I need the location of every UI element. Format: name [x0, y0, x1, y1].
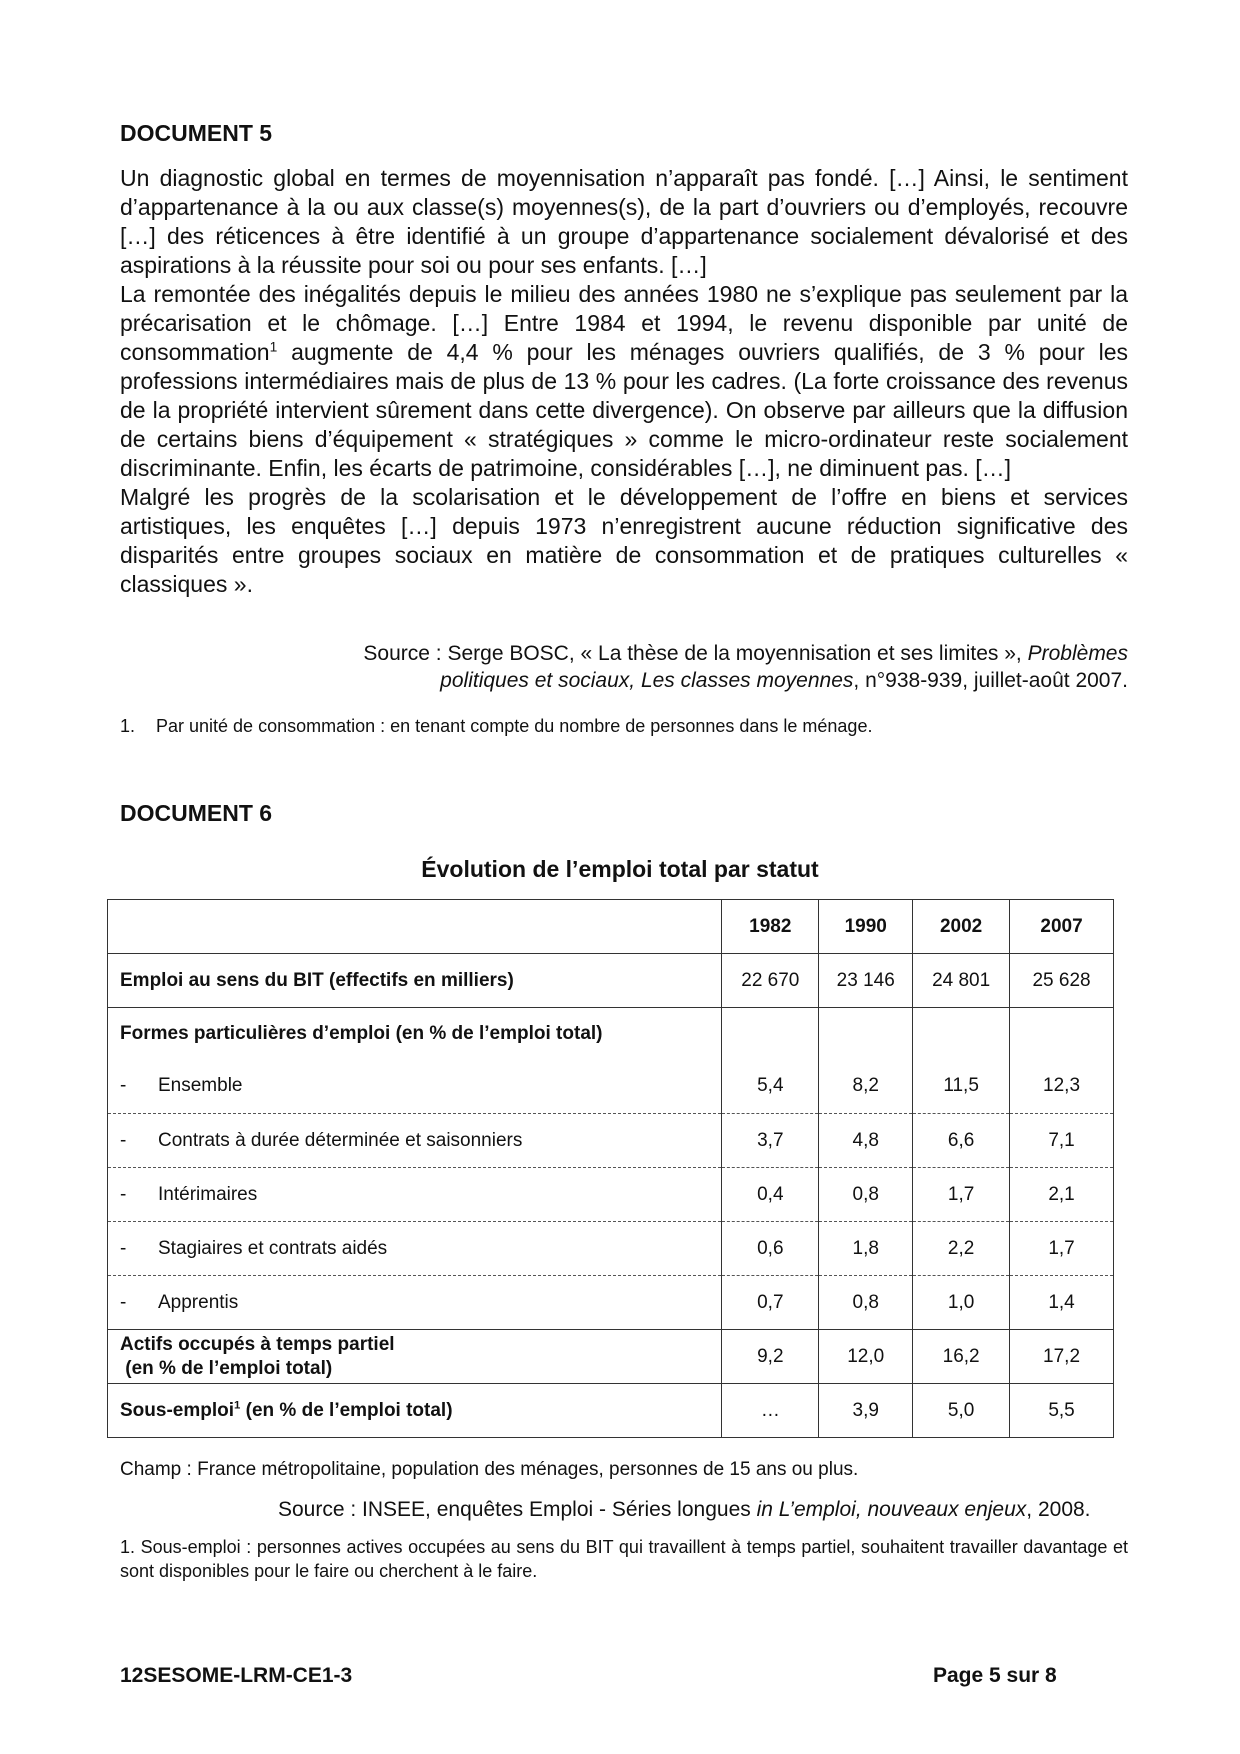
- dash-mark: -: [120, 1291, 127, 1313]
- row-label: [108, 1114, 722, 1168]
- source-title: in L’emploi, nouveaux enjeux: [756, 1498, 1027, 1521]
- source-title: Problèmes politiques et sociaux, Les classes moyennes: [440, 642, 1128, 692]
- table-cell: 7,1: [1010, 1114, 1114, 1168]
- paragraph-2-part-b: augmente de 4,4 % pour les ménages ouvriers qualifiés, de 3 % pour les professions intermédiaires mais de plus de 13 % pour les cadres. (La forte croissance des revenus de la propriété intervient sûrement dans cette divergence). On observe par ailleurs que la diffusion de certains biens d’équipement « stratégiques » comme le micro-ordinateur reste socialement discriminante. Enfin, les écarts de patrimoine, considérables […], ne diminuent pas. […]: [120, 339, 1128, 481]
- table-cell: 25 628: [1010, 954, 1114, 1008]
- footer-page-number: Page 5 sur 8: [933, 1664, 1057, 1687]
- row-label: [108, 1168, 722, 1222]
- document-6-source: [278, 1498, 1091, 1522]
- footnote-ref: 1: [234, 1399, 241, 1412]
- table-cell: 4,8: [819, 1114, 913, 1168]
- document-6-heading: DOCUMENT 6: [120, 800, 273, 826]
- footnote-number: 1.: [120, 716, 136, 736]
- row-label: [108, 1276, 722, 1330]
- source-suffix: , n°938-939, juillet-août 2007.: [853, 669, 1128, 692]
- year-header: 2002: [913, 900, 1010, 954]
- empty-cell: [1010, 1008, 1114, 1060]
- table-cell: 2,1: [1010, 1168, 1114, 1222]
- table-cell: 1,8: [819, 1222, 913, 1276]
- table-cell: 16,2: [913, 1330, 1010, 1384]
- table-row: [108, 1330, 1114, 1384]
- table-cell: 1,0: [913, 1276, 1010, 1330]
- footnote-text: Par unité de consommation : en tenant compte du nombre de personnes dans le ménage.: [156, 716, 873, 736]
- dash-mark: -: [120, 1075, 127, 1097]
- row-label: [108, 1222, 722, 1276]
- table-title: Évolution de l’emploi total par statut: [421, 856, 819, 882]
- row-label: [108, 1330, 722, 1384]
- header-row: [108, 900, 1114, 954]
- row-label-suffix: (en % de l’emploi total): [240, 1399, 453, 1421]
- section-label: Formes particulières d’emploi (en % de l’emploi total): [108, 1008, 722, 1060]
- paragraph-3: Malgré les progrès de la scolarisation et le développement de l’offre en biens et services artistiques, les enquêtes […] depuis 1973 n’enregistrent aucune réduction significative des disparités entre groupes sociaux en matière de consommation et de pratiques culturelles « classiques ».: [120, 484, 1128, 597]
- document-5-source: [300, 640, 1128, 694]
- row-label: [108, 1384, 722, 1438]
- table-cell: 0,8: [819, 1168, 913, 1222]
- footnote-ref: 1: [269, 339, 278, 355]
- table-cell: 0,8: [819, 1276, 913, 1330]
- source-prefix: Source : INSEE, enquêtes Emploi - Séries longues: [278, 1498, 757, 1521]
- table-row: [108, 1276, 1114, 1330]
- table-cell: 22 670: [722, 954, 819, 1008]
- row-label-line-2: (en % de l’emploi total): [120, 1357, 333, 1379]
- empty-cell: [913, 1008, 1010, 1060]
- table-cell: 6,6: [913, 1114, 1010, 1168]
- table-cell: 17,2: [1010, 1330, 1114, 1384]
- section-row: [108, 1008, 1114, 1060]
- table-cell: 5,0: [913, 1384, 1010, 1438]
- table-cell: 24 801: [913, 954, 1010, 1008]
- row-label-line-1: Actifs occupés à temps partiel: [120, 1333, 395, 1355]
- empty-cell: [722, 1008, 819, 1060]
- table-scope-note: Champ : France métropolitaine, population des ménages, personnes de 15 ans ou plus.: [120, 1459, 859, 1480]
- table-row: [108, 1168, 1114, 1222]
- year-header: 1990: [819, 900, 913, 954]
- row-label: [108, 1060, 722, 1114]
- table-cell: 9,2: [722, 1330, 819, 1384]
- year-header: 2007: [1010, 900, 1114, 954]
- table-cell: 3,9: [819, 1384, 913, 1438]
- table-cell: …: [722, 1384, 819, 1438]
- table-cell: 1,7: [913, 1168, 1010, 1222]
- document-5-heading: DOCUMENT 5: [120, 120, 273, 146]
- source-suffix: , 2008.: [1026, 1498, 1091, 1521]
- row-label-text: Apprentis: [158, 1291, 239, 1313]
- source-prefix: Source : Serge BOSC, « La thèse de la moyennisation et ses limites »,: [363, 642, 1028, 665]
- row-label: Emploi au sens du BIT (effectifs en milliers): [108, 954, 722, 1008]
- table-cell: 23 146: [819, 954, 913, 1008]
- table-cell: 5,5: [1010, 1384, 1114, 1438]
- table-cell: 11,5: [913, 1060, 1010, 1114]
- footer-code: 12SESOME-LRM-CE1-3: [120, 1664, 353, 1687]
- table-row: [108, 1114, 1114, 1168]
- table-cell: 12,3: [1010, 1060, 1114, 1114]
- paragraph-2: [120, 280, 1128, 483]
- row-label-text: Stagiaires et contrats aidés: [158, 1237, 388, 1259]
- document-5-footnote: [120, 714, 872, 738]
- table-cell: 3,7: [722, 1114, 819, 1168]
- table-cell: 0,6: [722, 1222, 819, 1276]
- dash-mark: -: [120, 1129, 127, 1151]
- table-cell: 1,7: [1010, 1222, 1114, 1276]
- table-cell: 0,7: [722, 1276, 819, 1330]
- employment-table: [107, 899, 1114, 1438]
- row-label-text: Contrats à durée déterminée et saisonniers: [158, 1129, 523, 1151]
- row-label-text: Ensemble: [158, 1075, 243, 1097]
- dash-mark: -: [120, 1183, 127, 1205]
- table-row: [108, 1060, 1114, 1114]
- table-cell: 8,2: [819, 1060, 913, 1114]
- paragraph-2-part-a: La remontée des inégalités depuis le milieu des années 1980 ne s’explique pas seulement par la précarisation et le chômage. […] Entre 1984 et 1994, le revenu disponible par unité de consommation: [120, 281, 1128, 365]
- table-row: [108, 954, 1114, 1008]
- table-cell: 0,4: [722, 1168, 819, 1222]
- table-row: [108, 1384, 1114, 1438]
- document-6-footnote: 1. Sous-emploi : personnes actives occupées au sens du BIT qui travaillent à temps partiel, souhaitent travailler davantage et sont disponibles pour le faire ou cherchent à le faire.: [120, 1537, 1128, 1581]
- empty-cell: [819, 1008, 913, 1060]
- table-cell: 5,4: [722, 1060, 819, 1114]
- table-row: [108, 1222, 1114, 1276]
- year-header: 1982: [722, 900, 819, 954]
- table-cell: 12,0: [819, 1330, 913, 1384]
- table-cell: 2,2: [913, 1222, 1010, 1276]
- dash-mark: -: [120, 1237, 127, 1259]
- row-label-text: Sous-emploi: [120, 1399, 235, 1421]
- header-empty-cell: [108, 900, 722, 954]
- paragraph-1: Un diagnostic global en termes de moyennisation n’apparaît pas fondé. […] Ainsi, le sentiment d’appartenance à la ou aux classe(s) moyennes(s), de la part d’ouvriers ou d’employés, recouvre […] des réticences à être identifié à un groupe d’appartenance socialement dévalorisé et des aspirations à la réussite pour soi ou pour ses enfants. […]: [120, 165, 1128, 278]
- document-5-text: [120, 164, 1128, 599]
- table-cell: 1,4: [1010, 1276, 1114, 1330]
- row-label-text: Intérimaires: [158, 1183, 258, 1205]
